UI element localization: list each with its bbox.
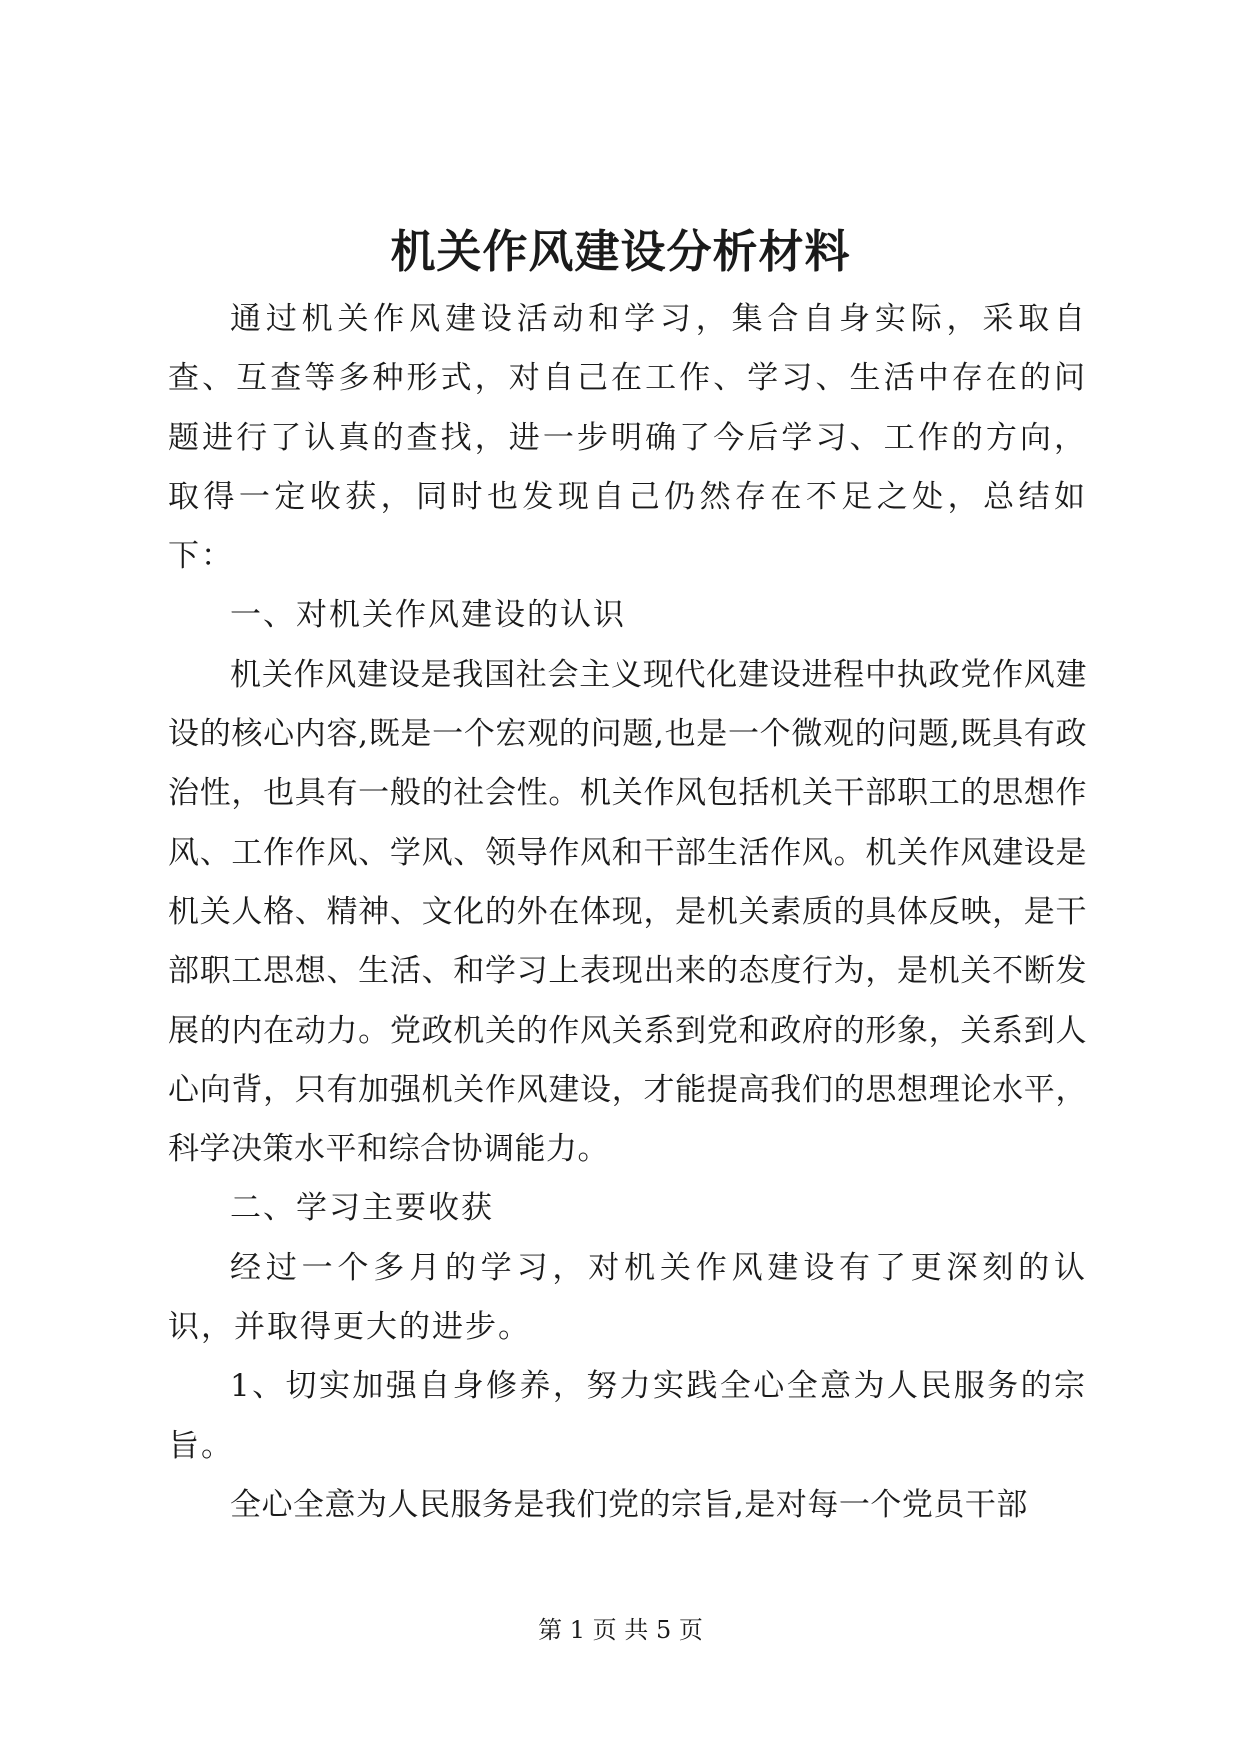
section-heading-2: 二、学习主要收获 [230,1190,494,1227]
subheading-1: 1、切实加强自身修养，努力实践全心全意为人民服务的宗旨。 [168,1368,1087,1464]
document-body [168,290,1087,1535]
page-number: 第 1 页 共 5 页 [538,1616,703,1644]
paragraph-intro: 通过机关作风建设活动和学习，集合自身实际，采取自查、互查等多种形式，对自己在工作、学习、生活中存在的问题进行了认真的查找，进一步明确了今后学习、工作的方向，取得一定收获，同时也发现自己仍然存在不足之处，总结如下： [168,301,1087,575]
paragraph-service: 全心全意为人民服务是我们党的宗旨,是对每一个党员干部 [230,1486,1028,1523]
document-title: 机关作风建设分析材料 [390,225,851,278]
section-heading-1: 一、对机关作风建设的认识 [230,597,626,634]
paragraph-gains: 经过一个多月的学习，对机关作风建设有了更深刻的认识，并取得更大的进步。 [168,1249,1087,1346]
paragraph-understanding: 机关作风建设是我国社会主义现代化建设进程中执政党作风建设的核心内容,既是一个宏观的问题,也是一个微观的问题,既具有政治性，也具有一般的社会性。机关作风包括机关干部职工的思想作风、工作作风、学风、领导作风和干部生活作风。机关作风建设是机关人格、精神、文化的外在体现，是机关素质的具体反映，是干部职工思想、生活、和学习上表现出来的态度行为，是机关不断发展的内在动力。党政机关的作风关系到党和政府的形象，关系到人心向背，只有加强机关作风建设，才能提高我们的思想理论水平，科学决策水平和综合协调能力。 [168,656,1087,1168]
